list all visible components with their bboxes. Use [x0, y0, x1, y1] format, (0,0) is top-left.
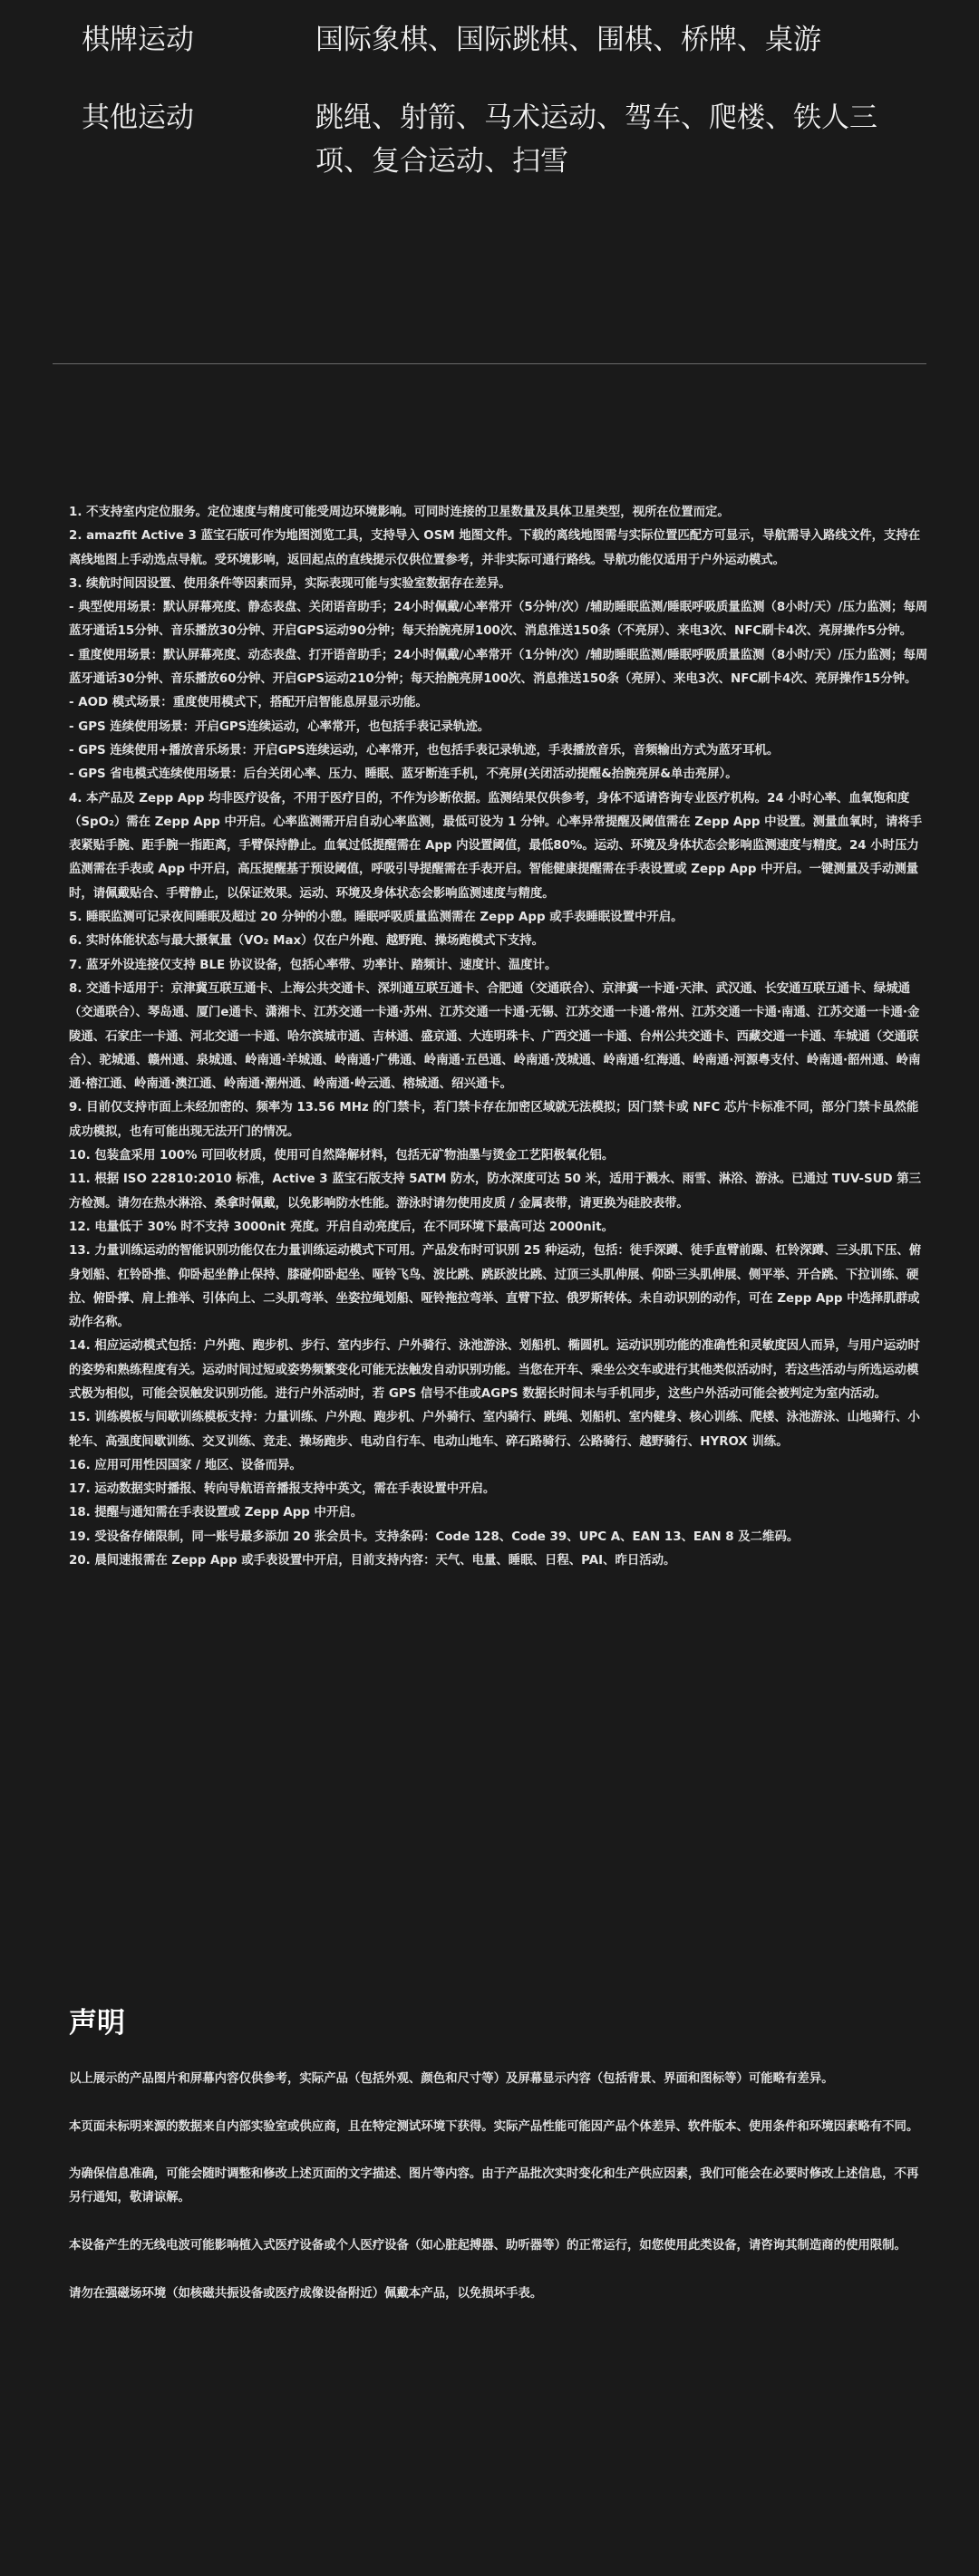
declaration-paragraph: 请勿在强磁场环境（如核磁共振设备或医疗成像设备附近）佩戴本产品，以免损坏手表。: [69, 2286, 543, 2301]
footnote: - 典型使用场景：默认屏幕亮度、静态表盘、关闭语音助手；24小时佩戴/心率常开（5分钟/次）/辅助睡眠监测/睡眠呼吸质量监测（8小时/天）/压力监测；每周蓝牙通话15分钟、音乐播放30分钟、开启GPS运动90分钟；每天抬腕亮屏100次、消息推送150条（不亮屏）、来电3次、NFC刷卡4次、亮屏操作5分钟。: [69, 601, 928, 639]
footnote: 8. 交通卡适用于：京津冀互联互通卡、上海公共交通卡、深圳通互联互通卡、合肥通（交通联合）、京津冀一卡通·天津、武汉通、长安通互联互通卡、绿城通（交通联合）、琴岛通、厦门e通卡、潇湘卡、江苏交通一卡通·苏州、江苏交通一卡通·无锡、江苏交通一卡通·常州、江苏交通一卡通·南通、江苏交通一卡通·金陵通、石家庄一卡通、河北交通一卡通、哈尔滨城市通、吉林通、盛京通、大连明珠卡、广西交通一卡通、台州公共交通卡、西藏交通一卡通、车城通（交通联合）、驼城通、赣州通、泉城通、岭南通·羊城通、岭南通·广佛通、岭南通·五邑通、岭南通·茂城通、岭南通·红海通、岭南通·河源粤支付、岭南通·韶州通、岭南通·榕江通、岭南通·澳江通、岭南通·潮州通、岭南通·岭云通、榕城通、绍兴通卡。: [69, 981, 921, 1092]
footnote: 12. 电量低于 30% 时不支持 3000nit 亮度。开启自动亮度后，在不同环境下最高可达 2000nit。: [69, 1220, 615, 1234]
footnote: 10. 包装盒采用 100% 可回收材质，使用可自然降解材料，包括无矿物油墨与烫金工艺阳极氧化铝。: [69, 1149, 615, 1163]
footnote: 20. 晨间速报需在 Zepp App 或手表设置中开启，目前支持内容：天气、电量、睡眠、日程、PAI、昨日活动。: [69, 1554, 676, 1568]
footnote: 3. 续航时间因设置、使用条件等因素而异，实际表现可能与实验室数据存在差异。: [69, 576, 511, 591]
sport-row-board-games: [82, 18, 916, 62]
footnote: - GPS 连续使用+播放音乐场景：开启GPS连续运动，心率常开，也包括手表记录轨迹，手表播放音乐，音频输出方式为蓝牙耳机。: [69, 743, 780, 757]
footnote: - 重度使用场景：默认屏幕亮度、动态表盘、打开语音助手；24小时佩戴/心率常开（1分钟/次）/辅助睡眠监测/睡眠呼吸质量监测（8小时/天）/压力监测；每周蓝牙通话30分钟、音乐播放60分钟、开启GPS运动210分钟；每天抬腕亮屏100次、消息推送150条（亮屏）、来电3次、NFC刷卡4次、亮屏操作15分钟。: [69, 648, 928, 687]
footnote: 2. amazfit Active 3 蓝宝石版可作为地图浏览工具，支持导入 OSM 地图文件。下载的离线地图需与实际位置匹配方可显示，导航需导入路线文件，支持在离线地图上手动选点导航。受环境影响，返回起点的直线提示仅供位置参考，并非实际可通行路线。导航功能仅适用于户外运动模式。: [69, 529, 921, 567]
declaration-title: 声明: [69, 2007, 125, 2040]
footnote: 17. 运动数据实时播报、转向导航语音播报支持中英文，需在手表设置中开启。: [69, 1482, 496, 1497]
footnote: 1. 不支持室内定位服务。定位速度与精度可能受周边环境影响。可同时连接的卫星数量及具体卫星类型，视所在位置而定。: [69, 506, 730, 519]
declaration-paragraph: 为确保信息准确，可能会随时调整和修改上述页面的文字描述、图片等内容。由于产品批次实时变化和生产供应因素，我们可能会在必要时修改上述信息，不再另行通知，敬请谅解。: [69, 2167, 919, 2205]
sport-items-list: 国际象棋、国际跳棋、围棋、桥牌、桌游: [315, 24, 821, 56]
footnote: 7. 蓝牙外设连接仅支持 BLE 协议设备，包括心率带、功率计、踏频计、速度计、温度计。: [69, 958, 557, 972]
footnote: 14. 相应运动模式包括：户外跑、跑步机、步行、室内步行、户外骑行、泳池游泳、划船机、椭圆机。运动识别功能的准确性和灵敏度因人而异，与用户运动时的姿势和熟练程度有关。运动时间过短或姿势频繁变化可能无法触发自动识别功能。当您在开车、乘坐公交车或进行其他类似活动时，若这些活动与所选运动模式极为相似，可能会误触发识别功能。进行户外活动时，若 GPS 信号不佳或AGPS 数据长时间未与手机同步，这些户外活动可能会被判定为室内活动。: [69, 1339, 920, 1401]
sport-category-table: [82, 18, 916, 217]
footnote: 9. 目前仅支持市面上未经加密的、频率为 13.56 MHz 的门禁卡，若门禁卡存在加密区域就无法模拟；因门禁卡或 NFC 芯片卡标准不同，部分门禁卡虽然能成功模拟，也有可能出现无法开门的情况。: [69, 1101, 919, 1139]
footnote: 4. 本产品及 Zepp App 均非医疗设备，不用于医疗目的，不作为诊断依据。监测结果仅供参考，身体不适请咨询专业医疗机构。24 小时心率、血氧饱和度（SpO₂）需在 Zepp App 中开启。心率监测需开启自动心率监测，最低可设为 1 分钟。心率异常提醒及阈值需在 Zepp App 中设置。测量血氧时，请将手表紧贴手腕、距手腕一指距离，手臂保持静止。血氧过低提醒需在 App 内设置阈值，最低80%。运动、环境及身体状态会影响监测速度与精度。24 小时压力监测需在手表或 App 中开启，高压提醒基于预设阈值，呼吸引导提醒需在手表开启。智能健康提醒需在手表设置或 Zepp App 中开启。一键测量及手动测量时，请佩戴贴合、手臂静止，以保证效果。运动、环境及身体状态会影响监测速度与精度。: [69, 791, 923, 901]
footnote: 19. 受设备存储限制，同一账号最多添加 20 张会员卡。支持条码：Code 128、Code 39、UPC A、EAN 13、EAN 8 及二维码。: [69, 1529, 800, 1544]
footnote: - AOD 模式场景：重度使用模式下，搭配开启智能息屏显示功能。: [69, 696, 428, 710]
footnote: 11. 根据 ISO 22810:2010 标准，Active 3 蓝宝石版支持 5ATM 防水，防水深度可达 50 米，适用于溅水、雨雪、淋浴、游泳。已通过 TUV-SUD 第三方检测。请勿在热水淋浴、桑拿时佩戴，以免影响防水性能。游泳时请勿使用皮质 / 金属表带，请更换为硅胶表带。: [69, 1172, 922, 1211]
sport-row-other: [82, 96, 916, 183]
footnote: 6. 实时体能状态与最大摄氧量（VO₂ Max）仅在户外跑、越野跑、操场跑模式下支持。: [69, 934, 544, 949]
sport-category-label: 其他运动: [82, 101, 194, 134]
footnote: 16. 应用可用性因国家 / 地区、设备而异。: [69, 1458, 302, 1472]
footnote: - GPS 连续使用场景：开启GPS连续运动，心率常开，也包括手表记录轨迹。: [69, 719, 490, 734]
footnote: 13. 力量训练运动的智能识别功能仅在力量训练运动模式下可用。产品发布时可识别 25 种运动，包括：徒手深蹲、徒手直臂前踢、杠铃深蹲、三头肌下压、俯身划船、杠铃卧推、仰卧起坐静止保持、膝碰仰卧起坐、哑铃飞鸟、波比跳、跳跃波比跳、过顶三头肌伸展、仰卧三头肌伸展、侧平举、开合跳、下拉训练、硬拉、俯卧撑、肩上推举、引体向上、二头肌弯举、坐姿拉绳划船、哑铃拖拉弯举、直臂下拉、俄罗斯转体。未自动识别的动作，可在 Zepp App 中选择肌群或动作名称。: [69, 1244, 922, 1330]
declaration-body: [69, 2068, 928, 2330]
footnote: 15. 训练模板与间歇训练模板支持：力量训练、户外跑、跑步机、户外骑行、室内骑行、跳绳、划船机、室内健身、核心训练、爬楼、泳池游泳、山地骑行、小轮车、高强度间歇训练、交叉训练、竞走、操场跑步、电动自行车、电动山地车、碎石路骑行、公路骑行、越野骑行、HYROX 训练。: [69, 1411, 920, 1449]
footnotes: [69, 501, 928, 1573]
sport-items-list: 跳绳、射箭、马术运动、驾车、爬楼、铁人三项、复合运动、扫雪: [315, 101, 877, 178]
sport-category-label: 棋牌运动: [82, 24, 194, 56]
declaration-paragraph: 本页面未标明来源的数据来自内部实验室或供应商，且在特定测试环境下获得。实际产品性能可能因产品个体差异、软件版本、使用条件和环境因素略有不同。: [69, 2119, 919, 2134]
section-divider: [53, 363, 926, 364]
declaration-paragraph: 以上展示的产品图片和屏幕内容仅供参考，实际产品（包括外观、颜色和尺寸等）及屏幕显示内容（包括背景、界面和图标等）可能略有差异。: [69, 2072, 834, 2086]
footnote: 18. 提醒与通知需在手表设置或 Zepp App 中开启。: [69, 1506, 363, 1520]
declaration-paragraph: 本设备产生的无线电波可能影响植入式医疗设备或个人医疗设备（如心脏起搏器、助听器等）的正常运行，如您使用此类设备，请咨询其制造商的使用限制。: [69, 2239, 906, 2253]
footnote: 5. 睡眠监测可记录夜间睡眠及超过 20 分钟的小憩。睡眠呼吸质量监测需在 Zepp App 或手表睡眠设置中开启。: [69, 911, 683, 925]
footnote: - GPS 省电模式连续使用场景：后台关闭心率、压力、睡眠、蓝牙断连手机，不亮屏(关闭活动提醒&抬腕亮屏&单击亮屏）。: [69, 767, 738, 782]
